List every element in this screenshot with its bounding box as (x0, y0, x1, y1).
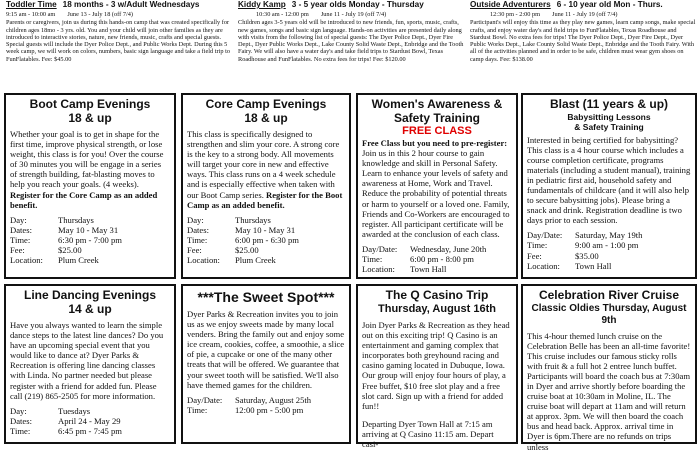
core-camp-title: Core Camp Evenings (205, 97, 327, 111)
line-dancing-dates: April 24 - May 29 (58, 415, 121, 426)
blast-subtitle-2: & Safety Training (574, 121, 644, 132)
river-cruise-description: This 4-hour themed lunch cruise on the Celebration Belle has been an all-time favorite! This cruise includes our famous sticky rolls with fruit & a full hot 2 entree lunch buffet. Participants will board the coach bus at 7:30am in Dyer and arrive shortly before boarding the cruise boat at 10:30am in Moline, IL. The cruise boat will depart at 11am and will return at approx. 3pm. We will then board the coach bus and head back. Approx. arrival time in Dyer is 6pm.There are no refunds on trips unless (527, 330, 691, 452)
blast-babysitting-box (521, 93, 697, 279)
sweet-spot-date: Saturday, August 25th (235, 394, 312, 405)
toddler-time-header: Toddler Time 18 months - 3 w/Adult Wednesdays (6, 0, 200, 9)
boot-camp-fee: $25.00 (58, 245, 82, 256)
core-camp-description: This class is specifically designed to strengthen and slim your core. A strong core is the key to a strong body. All movements will target your core in new and effective ways. This class runs on a 4 week schedule and is especially effective when taken with our Boot Camp series. Register for the Boot Camp as an added benefit. (187, 129, 343, 210)
q-casino-title: The Q Casino Trip (385, 288, 489, 302)
toddler-time-schedule: 9:15 am - 10:00 am June 13 - July 18 (off 7/4) (6, 11, 133, 18)
boot-camp-box (4, 93, 176, 279)
boot-camp-day: Thursdays (58, 214, 94, 225)
kiddy-kamp-schedule: 10:30 am - 12:00 pm June 11 - July 19 (off 7/4) (256, 11, 387, 18)
core-camp-details: Day: Thursdays Dates: May 10 - May 31 Time: 6:00 pm - 6:30 pm Fee: $25.00 Location: Plum Creek (187, 214, 299, 266)
boot-camp-location: Plum Creek (58, 255, 99, 266)
kiddy-kamp-header: Kiddy Kamp 3 - 5 year olds Monday - Thursday (238, 0, 424, 9)
outside-adventurers-description: Participant's will enjoy this time as they play new games, learn camp songs, make special crafts, and enjoy water day's and field trips to FunFlatables, Texas Roadhouse and Stardust Bowl. No extra fees for trips! The Dyer Police Dept., Dyer Fire Dept., Dyer Public Works Dept., Lake County Solid Waste Dept., Enbridge and the Tooth Fairy. With all of the activities planned and in order to be safe, children must wear gym shoes on camp days. Fee: $138.00 (470, 19, 696, 63)
boot-camp-dates: May 10 - May 31 (58, 224, 119, 235)
core-camp-day: Thursdays (235, 214, 271, 225)
line-dancing-time: 6:45 pm - 7:45 pm (58, 425, 122, 436)
q-casino-box (356, 284, 518, 450)
core-camp-age: 18 & up (244, 110, 288, 125)
river-cruise-title: Celebration River Cruise (538, 288, 680, 302)
toddler-time-description: Parents or caregivers, join us during this hands-on camp that was created specifically for children ages 18mo - 3 yrs. old. You and your child will join other families as they are introduced to interactive stories, nature, new friends, music, crafts and special guests. Special guests will include the Dyer Police Dept., and Public Works Dept. During this 5 week camp, we will work on colors, numbers, basic sign language and take a field trip to FunFlatables. Fee: $45.00 (6, 19, 231, 63)
sweet-spot-description: Dyer Parks & Recreation invites you to join us as we enjoy sweets made by many local venders. Bring the family out and enjoy some ice cream, cookies, coffee, a smoothie, a slice of pie, a cupcake or one of the many other treats that will be offered. We guarantee that your sweet tooth will be satisfied. We'll also have themed games for the children. (187, 309, 345, 390)
river-cruise-box (521, 284, 697, 452)
womens-safety-details: Day/Date: Wednesday, June 20th Time: 6:00 pm - 8:00 pm Location: Town Hall (362, 243, 487, 275)
womens-safety-location: Town Hall (410, 264, 447, 275)
womens-safety-time: 6:00 pm - 8:00 pm (410, 254, 474, 265)
outside-adventurers-header: Outside Adventurers 6 - 10 year old Mon - Thurs. (470, 0, 663, 9)
blast-details: Day/Date: Saturday, May 19th Time: 9:00 am - 1:00 pm Fee: $35.00 Location: Town Hall (527, 230, 643, 271)
line-dancing-title: Line Dancing Evenings (23, 288, 157, 302)
boot-camp-description: Whether your goal is to get in shape for the first time, improve physical strength, or lose weight, this class is for you! Over the course of 30 minutes you will be engage in a series of strength building, fat-blasting moves to help you reach your goals. (4 weeks). Register for the Core Camp as an added benefit. (10, 129, 164, 210)
blast-time: 9:00 am - 1:00 pm (575, 240, 639, 251)
outside-adventurers-section (470, 0, 696, 88)
blast-date: Saturday, May 19th (575, 230, 643, 241)
free-class-badge: FREE CLASS (402, 125, 472, 137)
kiddy-kamp-description: Children ages 3-5 years old will be introduced to new friends, fun, sports, music, crafts, new games, songs and basic sign language. Hands-on activities are presented daily along with visits from the following list of special guests: The Dyer Police Dept., Dyer Fire Dept., Dyer Public Works Dept., Lake County Solid Waste Dept., Enbridge and the Tooth Fairy. We will also have a water day's and take field trips to Stardust Bowl, Texas Roadhouse and FunFlatables. No extra fees for trips! Fee: $120.00 (238, 19, 464, 63)
sweet-spot-box (181, 284, 351, 444)
river-cruise-subtitle: Classic Oldies Thursday, August 9th (531, 302, 687, 326)
core-camp-box (181, 93, 351, 279)
q-casino-date: Thursday, August 16th (378, 302, 496, 315)
sweet-spot-title: ***The Sweet Spot*** (197, 289, 335, 305)
q-casino-description: Join Dyer Parks & Recreation as they head out on this exciting trip! Q Casino is an entertainment and gaming complex that incorporates both greyhound racing and casino gaming located in Dubuque, Iowa. Our group will enjoy four hours of play, a Free buffet, $10 free slot play and a free slot card. Sign up with a friend for added fun!! (362, 320, 510, 411)
blast-location: Town Hall (575, 260, 612, 271)
womens-safety-date: Wednesday, June 20th (410, 243, 487, 254)
q-casino-departure: Departing Dyer Town Hall at 7:15 am arriving at Q Casino 11:15 am. Depart casi- (362, 418, 494, 450)
kiddy-kamp-section (238, 0, 464, 88)
line-dancing-description: Have you always wanted to learn the simple dance steps to the latest line dances? Do you have an upcoming special event that you would like to dance at? Dyer Parks & Recreation is offering line dancing classes with Linda. No partner needed but please register with a friend for added fun. Please call (219) 865-2505 for more information. (10, 320, 164, 401)
toddler-time-section (6, 0, 231, 88)
boot-camp-time: 6:30 pm - 7:00 pm (58, 234, 122, 245)
sweet-spot-details: Day/Date: Saturday, August 25th Time: 12:00 pm - 5:00 pm (187, 394, 312, 415)
core-camp-dates: May 10 - May 31 (235, 224, 296, 235)
line-dancing-day: Tuesdays (58, 405, 91, 416)
line-dancing-box (4, 284, 176, 444)
boot-camp-age: 18 & up (68, 110, 112, 125)
blast-description: Interested in being certified for babysitting? This class is a 4 hour course which includes a course completion certificate, programs materials (including a student manual), training in pediatric first aid, household safety and fundamentals of childcare (and it will also help to secure babysitting jobs). Please bring a snack and drink. Registration deadline is two days prior to each session. (527, 134, 691, 226)
outside-adventurers-schedule: 12:30 pm - 2:00 pm June 11 - July 19 (off 7/4) (490, 11, 618, 18)
sweet-spot-time: 12:00 pm - 5:00 pm (235, 404, 304, 415)
line-dancing-details: Day: Tuesdays Dates: April 24 - May 29 Time: 6:45 pm - 7:45 pm (10, 405, 122, 436)
blast-fee: $35.00 (575, 250, 599, 261)
womens-safety-title: Women's Awareness & Safety Training (371, 97, 503, 125)
womens-safety-box (356, 93, 518, 279)
blast-subtitle-1: Babysitting Lessons (567, 111, 651, 122)
womens-safety-description: Free Class but you need to pre-register: Join us in this 2 hour course to gain knowledge and skill in Personal Safety. Learn to enhance your levels of safety and awareness at Home, Work and Travel. Reduce the probability of potential threats or harm to yourself or a loved one. Family, Friends and Co-Workers are encouraged to register. All participant certificate will be awarded at the conclusion of each class. (362, 138, 510, 239)
core-camp-fee: $25.00 (235, 245, 259, 256)
boot-camp-details: Day: Thursdays Dates: May 10 - May 31 Time: 6:30 pm - 7:00 pm Fee: $25.00 Location: Plum Creek (10, 214, 122, 266)
core-camp-time: 6:00 pm - 6:30 pm (235, 234, 299, 245)
boot-camp-title: Boot Camp Evenings (29, 97, 151, 111)
line-dancing-age: 14 & up (68, 301, 112, 316)
blast-title: Blast (11 years & up) (549, 97, 669, 111)
core-camp-location: Plum Creek (235, 255, 276, 266)
